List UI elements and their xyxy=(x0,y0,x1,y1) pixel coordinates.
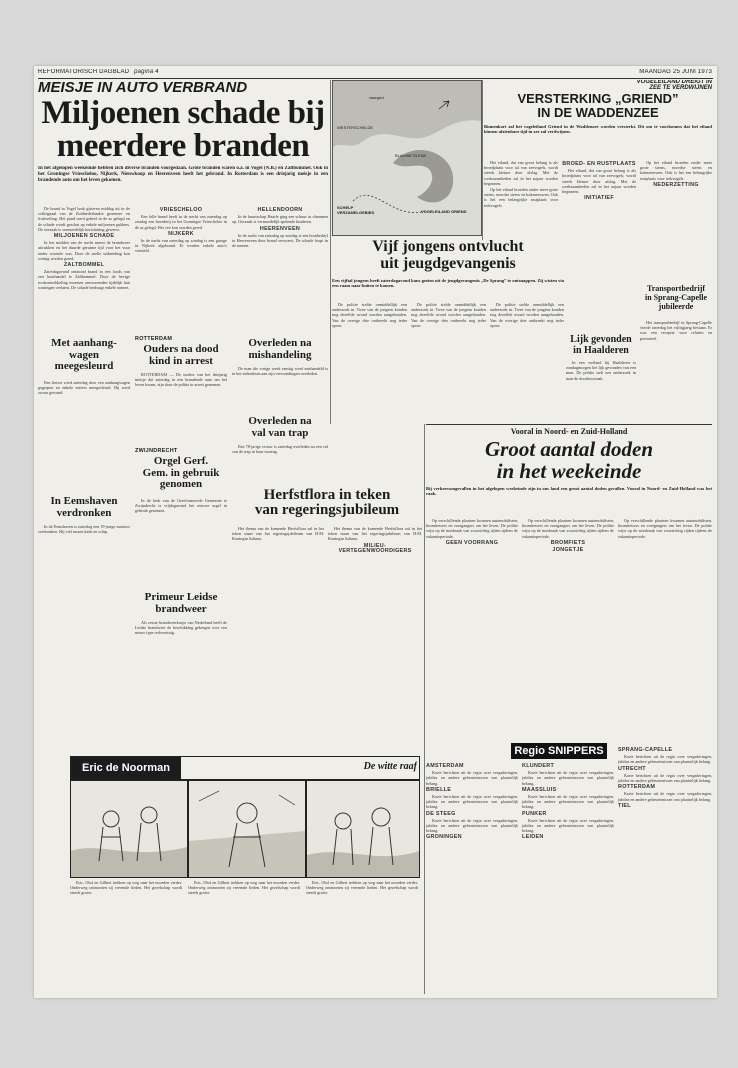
weekeinde-body-2: Op verschillende plaatsen kwamen automobilisten, bromfietsers en voetgangers om het leven. De politie wijst op de noodzaak van voorzichtig rijden tijdens de vakantieperiode. xyxy=(522,518,614,539)
leiden-headline-2: brandweer xyxy=(155,602,207,615)
lead-col-3 xyxy=(232,206,328,334)
jongens-headline-1: Vijf jongens ontvlucht xyxy=(372,238,524,255)
weekeinde-body-3: Op verschillende plaatsen kwamen automobilisten, bromfietsers en voetgangers om het leven. De politie wijst op de noodzaak van voorzichtig rijden tijdens de vakantieperiode. xyxy=(618,518,712,539)
zwijndrecht-body: In de kerk van de Gereformeerde Gemeente te Zwijndrecht is vrijdagavond het nieuwe orgel in gebruik genomen. xyxy=(135,498,227,514)
lead-headline xyxy=(38,97,328,165)
comic-panel-2 xyxy=(188,780,306,878)
column-rule-2 xyxy=(482,80,483,240)
eemshaven-headline-2: verdronken xyxy=(56,506,112,519)
lead-body-6: In de buurtschap Haarle ging een schuur in vlammen op. Oorzaak is vermoedelijk spelende kinderen. xyxy=(232,214,328,225)
masthead-rule xyxy=(38,78,713,79)
jongens-intro: Een vijftal jongens heeft zaterdagavond kans gezien uit de jeugdgevangenis „De Sprang” te ontsnappen. Zij wisten via een raam naar buiten te komen. xyxy=(332,278,564,289)
jongens-col-1 xyxy=(332,302,407,412)
herfstflora-body-2: Het thema van de komende Herfstflora zal in het teken staan van het regeringsjubileum van H.M. Koningin Juliana. xyxy=(328,526,422,542)
griend-body-3: Het eiland, dat van groot belang is als broedplaats voor tal van zeevogels, wordt steeds kleiner door afslag. Met de werkzaamheden zal in het najaar worden begonnen. xyxy=(562,168,636,195)
jongens-body: De politie stelde onmiddellijk een onderzoek in. Twee van de jongens konden nog dezelfde avond worden aangehouden. Van de overige drie ontbreekt nog ieder spoor. xyxy=(332,302,407,328)
masthead-date: MAANDAG 25 JUNI 1973 xyxy=(639,69,712,75)
leiden-text xyxy=(135,620,227,690)
lijk-headline-1: Lijk gevonden xyxy=(570,334,632,345)
griend-headline xyxy=(484,92,712,122)
lijk-text xyxy=(566,360,636,420)
lead-intro: In het afgelopen weekeinde hebben zich diverse branden voorgedaan. Grote branden waren o.a. in Vogel (N.B.) en Zaltbommel. Ook in het Groningse Vriescheloo, Nijkerk, Nieuwkoop en Heerenveen heeft het gebrand. In Rotterdam is een driejarig meisje in een brandende auto om het leven gekomen. xyxy=(38,166,328,183)
comic-caption-2 xyxy=(188,880,300,994)
weekeinde-col-1 xyxy=(426,518,518,738)
rotterdam-body: ROTTERDAM — De ouders van het driejarig meisje dat zaterdag in een brandende auto om het leven kwam, zijn door de politie in arrest genomen. xyxy=(135,372,227,388)
snippers-col-1 xyxy=(426,762,518,994)
weekeinde-body: Op verschillende plaatsen kwamen automobilisten, bromfietsers en voetgangers om het leven. De politie wijst op de noodzaak van voorzichtig rijden tijdens de vakantieperiode. xyxy=(426,518,518,539)
griend-kicker-1: VOGELEILAND DREIGT IN xyxy=(636,80,712,85)
zwijndrecht-text xyxy=(135,498,227,588)
jongens-headline-2: uit jeugdgevangenis xyxy=(380,255,516,272)
comic-drawing-3 xyxy=(307,781,419,877)
comic-strip xyxy=(34,756,717,998)
snippers-item-7: PUNKER xyxy=(522,810,547,817)
map-label-2: WESTERSCHELDE xyxy=(337,125,374,130)
griend-headline-2: IN DE WADDENZEE xyxy=(537,105,659,120)
weekeinde-col-2 xyxy=(522,518,614,738)
jongens-headline xyxy=(332,238,564,276)
herfstflora-sub-1: MILIEU-VERTEGENWOORDIGERS xyxy=(338,542,412,554)
mishandeling-headline-2: mishandeling xyxy=(248,348,312,361)
snippers-item-10: ROTTERDAM xyxy=(618,784,656,791)
mishandeling-headline xyxy=(232,338,328,364)
comic-author: Eric de Noorman xyxy=(71,757,181,779)
sprang-headline xyxy=(640,284,712,318)
comic-drawing-2 xyxy=(189,781,305,877)
lead-kicker: MEISJE IN AUTO VERBRAND xyxy=(38,80,248,96)
trap-headline-2: val van trap xyxy=(251,426,309,439)
leiden-headline-1: Primeur Leidse xyxy=(144,592,218,603)
lead-sub-4: NIJKERK xyxy=(168,230,194,237)
lead-sub-5: HELLENDOORN xyxy=(257,207,303,213)
jongens-body-2: De politie stelde onmiddellijk een onderzoek in. Twee van de jongens konden nog dezelfde avond worden aangehouden. Van de overige drie ontbreekt nog ieder spoor. xyxy=(411,302,486,328)
snippers-item-2: BRIELLE xyxy=(426,786,452,793)
snippers-item-6: MAASSLUIS xyxy=(522,786,557,793)
jongens-body-3: De politie stelde onmiddellijk een onderzoek in. Twee van de jongens konden nog dezelfde avond worden aangehouden. Van de overige drie ontbreekt nog ieder spoor. xyxy=(490,302,564,328)
map-label-5: BLAUWE SLENK xyxy=(395,153,427,158)
sprang-headline-3: jubileerde xyxy=(658,302,694,311)
jongens-col-3 xyxy=(490,302,564,412)
comic-caption-text: Eric, Oluf en Gilbert trekken op weg naar het noorden verder. Onderweg ontmoeten zij vreemde lieden. Het gezelschap wordt steeds groter. xyxy=(70,880,182,896)
herfstflora-col-1 xyxy=(232,526,324,736)
map-label-1: vaargeul xyxy=(369,95,385,100)
griend-body: Het eiland, dat van groot belang is als broedplaats voor tal van zeevogels, wordt steeds kleiner door afslag. Met de werkzaamheden zal in het najaar worden begonnen. xyxy=(484,160,558,186)
weekeinde-rule xyxy=(426,424,712,425)
trap-body: Een 78-jarige vrouw is zaterdag overleden na een val van de trap in haar woning. xyxy=(232,444,328,455)
griend-body-4: Op het eiland broeden onder meer grote sterns, noordse sterns en kokmeeuwen. Ook is het een belangrijke rustplaats voor trekvogels. xyxy=(640,160,712,181)
trap-text xyxy=(232,444,328,484)
griend-intro: Binnenkort zal het vogeleiland Griend in de Waddenzee worden versterkt. Dit om te voorkomen dat het eiland binnen afzienbare tijd in zee zal verdwijnen. xyxy=(484,124,712,135)
paper-name: REFORMATORISCH DAGBLAD xyxy=(38,69,130,75)
snippers-body-1: Korte berichten uit de regio over vergaderingen, jubilea en andere gebeurtenissen van plaatselijk belang. xyxy=(426,770,518,786)
herfstflora-headline-1: Herfstflora in teken xyxy=(263,488,391,503)
lead-headline-line1: Miljoenen schade bij xyxy=(41,97,325,131)
snippers-title: Regio SNIPPERS xyxy=(511,743,607,759)
aanhangwagen-headline-3: meegesleurd xyxy=(54,360,114,372)
rotterdam-headline-1: Ouders na dood xyxy=(143,344,219,355)
lijk-headline-2: in Haalderen xyxy=(573,345,629,356)
weekeinde-headline xyxy=(426,438,712,484)
weekeinde-headline-1: Groot aantal doden xyxy=(484,438,654,461)
jongens-col-2 xyxy=(411,302,486,412)
snippers-body-5: Korte berichten uit de regio over vergaderingen, jubilea en andere gebeurtenissen van plaatselijk belang. xyxy=(522,794,614,810)
snippers-item-8: SPRANG-CAPELLE xyxy=(618,747,673,753)
lead-sub-6: HEERENVEEN xyxy=(259,225,301,232)
weekeinde-col-3 xyxy=(618,518,712,738)
lead-body-2: In het midden van de nacht moest de brandweer uitrukken en het duurde geruime tijd voor het vuur onder controle was. Door de snelle uitbreiding kon weinig worden gered. xyxy=(38,240,130,261)
snippers-body-4: Korte berichten uit de regio over vergaderingen, jubilea en andere gebeurtenissen van plaatselijk belang. xyxy=(522,770,614,786)
griend-kicker-2: ZEE TE VERDWIJNEN xyxy=(649,84,712,90)
lead-body-3: Zaterdagavond ontstond brand in een loods van een houthandel te Zaltbommel. Door de hevige rookontwikkeling moesten omwonenden tijdelijk hun woningen verlaten. De schade bedraagt enkele tonnen. xyxy=(38,269,130,290)
snippers-body-2: Korte berichten uit de regio over vergaderingen, jubilea en andere gebeurtenissen van plaatselijk belang. xyxy=(426,794,518,810)
griend-body-2: Op het eiland broeden onder meer grote sterns, noordse sterns en kokmeeuwen. Ook is het een belangrijke rustplaats voor trekvogels. xyxy=(484,187,558,208)
comic-caption xyxy=(70,880,182,994)
comic-panel-1 xyxy=(70,780,188,878)
column-rule-1 xyxy=(330,80,331,424)
griend-headline-1: VERSTERKING „GRIEND” xyxy=(517,92,679,106)
comic-caption-text-2: Eric, Oluf en Gilbert trekken op weg naar het noorden verder. Onderweg ontmoeten zij vreemde lieden. Het gezelschap wordt steeds groter. xyxy=(188,880,300,896)
snippers-item-11: LEIDEN xyxy=(522,834,544,841)
comic-header xyxy=(70,756,420,780)
eemshaven-headline-1: In Eemshaven xyxy=(50,496,118,507)
lead-body: De brand in Vogel brak gisteren middag uit in de veilingzaal van de Zuidnederlandse groenten- en fruitveiling. Het pand werd geheel in de as gelegd en de schade wordt geschat op enkele miljoenen guldens. De oorzaak is vermoedelijk kortsluiting geweest. xyxy=(38,206,130,232)
rotterdam-headline-2: kind in arrest xyxy=(149,354,213,367)
lijk-body: In een weiland bij Haalderen is zondagmorgen het lijk gevonden van een man. De politie stelt een onderzoek in naar de doodsoorzaak. xyxy=(566,360,636,381)
snippers-col-3 xyxy=(618,746,712,994)
snippers-body-7: Korte berichten uit de regio over vergaderingen, jubilea en andere gebeurtenissen van plaatselijk belang. xyxy=(618,754,712,765)
sprang-headline-2: in Sprang-Capelle xyxy=(644,293,707,302)
weekeinde-kicker: Vooral in Noord- en Zuid-Holland xyxy=(510,427,628,436)
aanhangwagen-headline xyxy=(38,338,130,378)
herfstflora-headline xyxy=(232,488,422,522)
comic-title: De witte raaf xyxy=(363,761,417,772)
snippers-body-9: Korte berichten uit de regio over vergaderingen, jubilea en andere gebeurtenissen van plaatselijk belang. xyxy=(618,791,712,802)
lead-sub-3: VRIESCHELOO xyxy=(159,207,203,213)
herfstflora-col-2 xyxy=(328,526,422,736)
snippers-item-1: AMSTERDAM xyxy=(426,763,464,769)
lead-sub-2: ZALTBOMMEL xyxy=(63,262,105,269)
herfstflora-headline-2: van regeringsjubileum xyxy=(254,502,400,518)
masthead-left xyxy=(38,69,338,77)
mishandeling-text xyxy=(232,366,328,412)
aanhangwagen-text xyxy=(38,380,130,490)
lead-body-4: Een felle brand heeft in de nacht van zaterdag op zondag een boerderij in het Groningse Vriescheloo in de as gelegd. Het vee kon worden gered. xyxy=(135,214,227,230)
mishandeling-headline-1: Overleden na xyxy=(248,338,312,349)
map-label-4: VOGELEILAND GRIEND xyxy=(421,209,467,214)
map-land xyxy=(333,81,481,147)
snippers-item-3: DE STEEG xyxy=(426,810,456,817)
zwijndrecht-headline-1: Orgel Gerf. xyxy=(153,456,209,467)
snippers-item-12: TIEL xyxy=(618,802,631,809)
lead-body-5: In de nacht van zaterdag op zondag is een garage in Nijkerk afgebrand. Er werden enkele auto's vernield. xyxy=(135,238,227,254)
mishandeling-body: De man die vorige week ernstig werd mishandeld is in het ziekenhuis aan zijn verwondingen overleden. xyxy=(232,366,328,377)
trap-headline xyxy=(232,416,328,442)
sprang-headline-1: Transportbedrijf xyxy=(646,284,706,293)
weekeinde-intro: Bij verkeersongevallen in het afgelopen weekeinde zijn in ons land een groot aantal doden gevallen. Vooral in Noord- en Zuid-Holland was het raak. xyxy=(426,486,712,497)
weekeinde-sub-2: BROMFIETS xyxy=(550,539,586,546)
zwijndrecht-headline-3: genomen xyxy=(159,478,203,490)
lead-sub-1: MILJOENEN SCHADE xyxy=(53,233,115,240)
weekeinde-headline-2: in het weekeinde xyxy=(496,459,642,483)
sprang-body: Het transportbedrijf in Sprang-Capelle vierde zaterdag het vijftigjarig bestaan. Er was een receptie voor relaties en personeel. xyxy=(640,320,712,341)
snippers-item-5: KLUNDERT xyxy=(522,763,555,769)
griend-col-3 xyxy=(640,160,712,280)
rotterdam-text xyxy=(135,372,227,444)
newspaper-page xyxy=(34,66,717,998)
lead-col-2 xyxy=(135,206,227,334)
map-figure xyxy=(332,80,482,236)
eemshaven-text xyxy=(38,524,130,714)
lead-headline-line2: meerdere branden xyxy=(56,128,310,164)
snippers-body-6: Korte berichten uit de regio over vergaderingen, jubilea en andere gebeurtenissen van plaatselijk belang. xyxy=(522,817,614,834)
map-label-3: SCHELP VERZAMELGEBIED xyxy=(337,205,375,215)
comic-drawing-1 xyxy=(71,781,187,877)
eemshaven-headline xyxy=(38,496,130,522)
rotterdam-headline xyxy=(135,344,227,370)
page-number: pagina 4 xyxy=(134,69,159,75)
aanhangwagen-headline-2: wagen xyxy=(69,348,99,361)
aanhangwagen-body: Een fietser werd zaterdag door een aanhangwagen gegrepen en enkele meters meegesleurd. Hij werd zwaar gewond. xyxy=(38,380,130,396)
rotterdam-place: ROTTERDAM xyxy=(135,336,173,342)
leiden-headline xyxy=(135,592,227,618)
snippers-body-3: Korte berichten uit de regio over vergaderingen, jubilea en andere gebeurtenissen van plaatselijk belang. xyxy=(426,817,518,834)
snippers-body-8: Korte berichten uit de regio over vergaderingen, jubilea en andere gebeurtenissen van plaatselijk belang. xyxy=(618,772,712,784)
leiden-body: Als eerste brandweerkorps van Nederland heeft de Leidse brandweer de beschikking gekregen over een nieuw type redvoertuig. xyxy=(135,620,227,636)
weekeinde-sub-1: GEEN VOORRANG xyxy=(445,539,499,546)
griend-col-2 xyxy=(562,160,636,280)
comic-caption-text-3: Eric, Oluf en Gilbert trekken op weg naar het noorden verder. Onderweg ontmoeten zij vreemde lieden. Het gezelschap wordt steeds groter. xyxy=(306,880,418,896)
griend-sub-1: BROED- EN RUSTPLAATS xyxy=(562,161,636,167)
weekeinde-sub-3: JONGETJE xyxy=(552,547,584,554)
snippers-item-4: GRONINGEN xyxy=(426,834,462,841)
aanhangwagen-headline-1: Met aanhang- xyxy=(51,338,117,349)
lijk-headline xyxy=(566,334,636,358)
snippers-col-2 xyxy=(522,762,614,994)
comic-caption-3 xyxy=(306,880,418,994)
zwijndrecht-place: ZWIJNDRECHT xyxy=(135,448,178,454)
snippers-item-9: UTRECHT xyxy=(618,765,646,772)
trap-headline-1: Overleden na xyxy=(248,416,312,427)
column-rule-3 xyxy=(424,424,425,994)
eemshaven-body: In de Eemshaven is zaterdag een 19-jarige matroos verdronken. Hij viel tussen kade en schip. xyxy=(38,524,130,535)
griend-sub-2: INITIATIEF xyxy=(584,195,614,202)
lead-col-1 xyxy=(38,206,130,334)
zwijndrecht-headline xyxy=(135,456,227,496)
zwijndrecht-headline-2: Gem. in gebruik xyxy=(142,466,220,479)
sprang-text xyxy=(640,320,712,420)
griend-sub-3: NEDERZETTING xyxy=(653,181,699,188)
herfstflora-body: Het thema van de komende Herfstflora zal in het teken staan van het regeringsjubileum van H.M. Koningin Juliana. xyxy=(232,526,324,542)
griend-kicker xyxy=(484,80,712,90)
lead-body-7: In de nacht van zaterdag op zondag is een houtbedrijf in Heerenveen door brand verwoest. De schade loopt in de tonnen. xyxy=(232,232,328,249)
comic-panel-3 xyxy=(306,780,420,878)
